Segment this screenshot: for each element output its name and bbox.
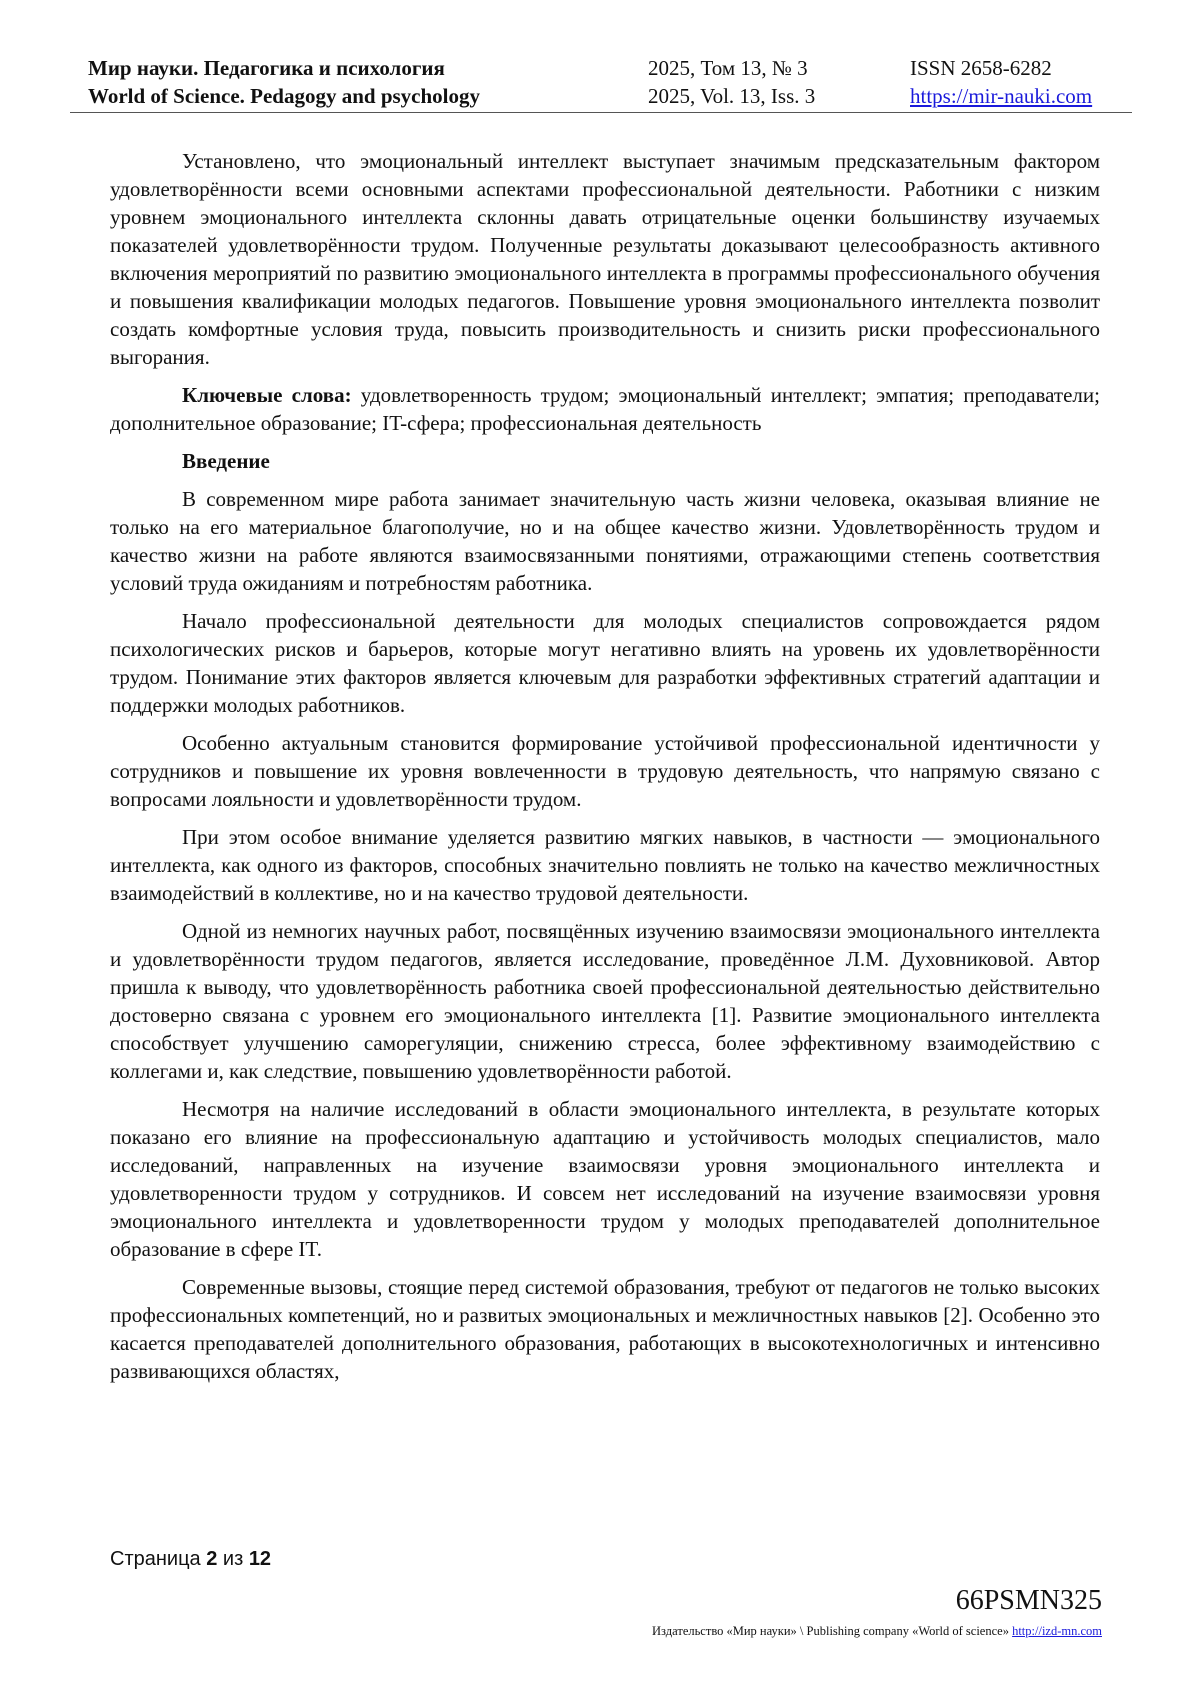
paragraph: Одной из немногих научных работ, посвящённых изучению взаимосвязи эмоционального интеллекта и удовлетворённости трудом педагогов, является исследование, проведённое Л.М. Духовниковой. Автор пришла к выводу, что удовлетворённость работника своей профессиональной деятельностью действительно достоверно связана с уровнем его эмоционального интеллекта [1]. Развитие эмоционального интеллекта способствует улучшению саморегуляции, снижению стресса, более эффективному взаимодействию с коллегами и, как следствие, повышению удовлетворённости работой. xyxy=(110,919,1100,1083)
document-code: 66PSMN325 xyxy=(955,1585,1102,1616)
paragraph: При этом особое внимание уделяется развитию мягких навыков, в частности — эмоционального интеллекта, как одного из факторов, способных значительно повлиять не только на качество межличностных взаимодействий в коллективе, но и на качество трудовой деятельности. xyxy=(110,825,1100,905)
publisher-link[interactable]: http://izd-mn.com xyxy=(1012,1624,1102,1638)
abstract-conclusion: Установлено, что эмоциональный интеллект выступает значимым предсказательным фактором удовлетворённости всеми основными аспектами профессиональной деятельности. Работники с низким уровнем эмоционального интеллекта склонны давать отрицательные оценки большинству изучаемых показателей удовлетворённости трудом. Полученные результаты доказывают целесообразность активного включения мероприятий по развитию эмоционального интеллекта в программы профессионального обучения и повышения квалификации молодых педагогов. Повышение уровня эмоционального интеллекта позволит создать комфортные условия труда, повысить производительность и снизить риски профессионального выгорания. xyxy=(110,149,1100,369)
issue-en: 2025, Vol. 13, Iss. 3 xyxy=(648,84,816,108)
keywords-label: Ключевые слова: xyxy=(182,383,352,407)
issn: ISSN 2658-6282 xyxy=(910,56,1052,80)
journal-title-en: World of Science. Pedagogy and psychology xyxy=(88,84,481,108)
journal-url-link[interactable]: https://mir-nauki.com xyxy=(910,84,1093,108)
page-sep: из xyxy=(222,1548,244,1570)
article-body xyxy=(110,147,1100,1385)
paragraph: Начало профессиональной деятельности для молодых специалистов сопровождается рядом психологических рисков и барьеров, которые могут негативно влиять на уровень их удовлетворённости трудом. Понимание этих факторов является ключевым для разработки эффективных стратегий адаптации и поддержки молодых работников. xyxy=(110,609,1100,717)
journal-header xyxy=(70,50,1132,113)
paragraph: Современные вызовы, стоящие перед системой образования, требуют от педагогов не только высоких профессиональных компетенций, но и развитых эмоциональных и межличностных навыков [2]. Особенно это касается преподавателей дополнительного образования, работающих в высокотехнологичных и интенсивно развивающихся областях, xyxy=(110,1275,1100,1383)
page-prefix: Страница xyxy=(110,1548,201,1570)
section-title: Введение xyxy=(182,449,270,473)
publisher-line xyxy=(652,1624,1102,1639)
page-number xyxy=(110,1548,271,1571)
journal-title-ru: Мир науки. Педагогика и психология xyxy=(88,56,445,80)
keywords xyxy=(110,381,1100,437)
issue-ru: 2025, Том 13, № 3 xyxy=(648,56,808,80)
paragraph: Несмотря на наличие исследований в области эмоционального интеллекта, в результате которых показано его влияние на профессиональную адаптацию и устойчивость молодых специалистов, мало исследований, направленных на изучение взаимосвязи уровня эмоционального интеллекта и удовлетворенности трудом у сотрудников. И совсем нет исследований на изучение взаимосвязи уровня эмоционального интеллекта и удовлетворенности трудом у молодых преподавателей дополнительное образование в сфере IT. xyxy=(110,1097,1100,1261)
keywords-text: удовлетворенность трудом; эмоциональный интеллект; эмпатия; преподаватели; дополнительное образование; IT-сфера; профессиональная деятельность xyxy=(110,383,1100,435)
publisher-text: Издательство «Мир науки» \ Publishing company «World of science» xyxy=(652,1624,1009,1638)
journal-title-block xyxy=(88,54,480,110)
issn-block xyxy=(910,54,1092,110)
issue-block xyxy=(648,54,815,110)
paragraph: В современном мире работа занимает значительную часть жизни человека, оказывая влияние не только на его материальное благополучие, но и на общее качество жизни. Удовлетворённость трудом и качество жизни на работе являются взаимосвязанными понятиями, отражающими степень соответствия условий труда ожиданиям и потребностям работника. xyxy=(110,487,1100,595)
page-total: 12 xyxy=(248,1548,272,1570)
page-current: 2 xyxy=(206,1548,218,1570)
paragraph: Особенно актуальным становится формирование устойчивой профессиональной идентичности у сотрудников и повышение их уровня вовлеченности в трудовую деятельность, что напрямую связано с вопросами лояльности и удовлетворённости трудом. xyxy=(110,731,1100,811)
